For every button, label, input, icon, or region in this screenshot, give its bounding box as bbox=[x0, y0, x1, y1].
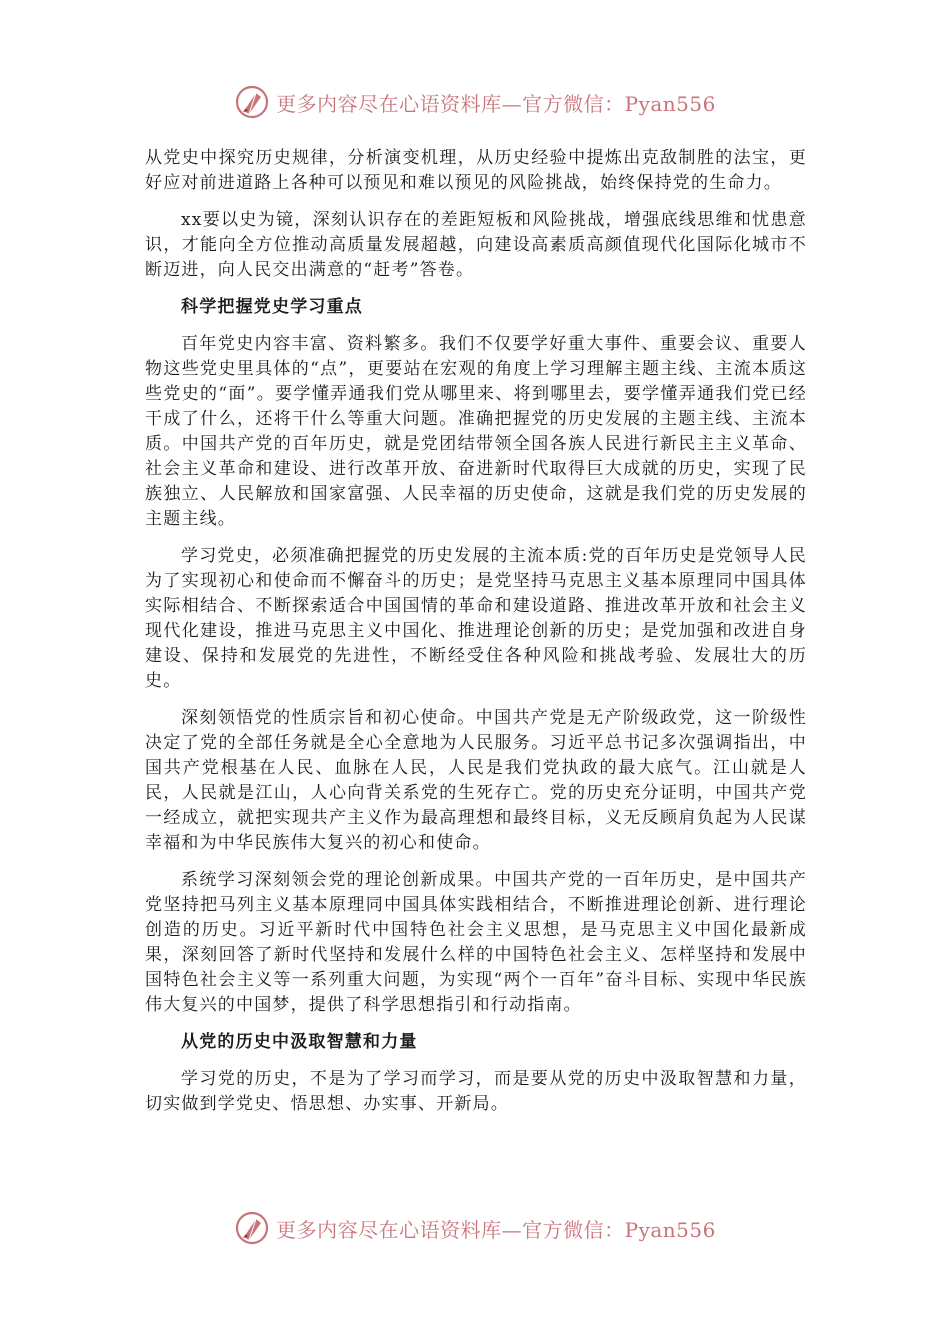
footer-banner bbox=[0, 1208, 950, 1248]
pen-nib-logo-icon bbox=[234, 1210, 270, 1246]
paragraph-5: 深刻领悟党的性质宗旨和初心使命。中国共产党是无产阶级政党，这一阶级性决定了党的全部任务就是全心全意地为人民服务。习近平总书记多次强调指出，中国共产党根基在人民、血脉在人民，人民是我们党执政的最大底气。江山就是人民，人民就是江山，人心向背关系党的生死存亡。党的历史充分证明，中国共产党一经成立，就把实现共产主义作为最高理想和最终目标，义无反顾肩负起为人民谋幸福和为中华民族伟大复兴的初心和使命。 bbox=[145, 708, 807, 853]
paragraph-2: xx要以史为镜，深刻认识存在的差距短板和风险挑战，增强底线思维和忧患意识，才能向全方位推动高质量发展超越，向建设高素质高颜值现代化国际化城市不断迈进，向人民交出满意的“赶考”答卷。 bbox=[145, 210, 807, 280]
header-banner-text: 更多内容尽在心语资料库—官方微信：Pyan556 bbox=[276, 91, 716, 116]
paragraph-6: 系统学习深刻领会党的理论创新成果。中国共产党的一百年历史，是中国共产党坚持把马列主义基本原理同中国具体实践相结合，不断推进理论创新、进行理论创造的历史。习近平新时代中国特色社会主义思想，是马克思主义中国化最新成果，深刻回答了新时代坚持和发展什么样的中国特色社会主义、怎样坚持和发展中国特色社会主义等一系列重大问题，为实现“两个一百年”奋斗目标、实现中华民族伟大复兴的中国梦，提供了科学思想指引和行动指南。 bbox=[145, 870, 807, 1015]
paragraph-7: 学习党的历史，不是为了学习而学习，而是要从党的历史中汲取智慧和力量，切实做到学党史、悟思想、办实事、开新局。 bbox=[145, 1069, 807, 1114]
section-heading-1: 科学把握党史学习重点 bbox=[181, 297, 363, 317]
paragraph-4: 学习党史，必须准确把握党的历史发展的主流本质:党的百年历史是党领导人民为了实现初心和使命而不懈奋斗的历史；是党坚持马克思主义基本原理同中国具体实际相结合、不断探索适合中国国情的革命和建设道路、推进改革开放和社会主义现代化建设，推进马克思主义中国化、推进理论创新的历史；是党加强和改进自身建设、保持和发展党的先进性，不断经受住各种风险和挑战考验、发展壮大的历史。 bbox=[145, 546, 807, 691]
paragraph-1: 从党史中探究历史规律，分析演变机理，从历史经验中提炼出克敌制胜的法宝，更好应对前进道路上各种可以预见和难以预见的风险挑战，始终保持党的生命力。 bbox=[145, 148, 807, 193]
section-heading-2: 从党的历史中汲取智慧和力量 bbox=[181, 1032, 418, 1052]
pen-nib-logo-icon bbox=[234, 84, 270, 120]
footer-banner-text: 更多内容尽在心语资料库—官方微信：Pyan556 bbox=[276, 1217, 716, 1242]
header-banner bbox=[0, 82, 950, 122]
paragraph-3: 百年党史内容丰富、资料繁多。我们不仅要学好重大事件、重要会议、重要人物这些党史里具体的“点”，更要站在宏观的角度上学习理解主题主线、主流本质这些党史的“面”。要学懂弄通我们党从哪里来、将到哪里去，要学懂弄通我们党已经干成了什么，还将干什么等重大问题。准确把握党的历史发展的主题主线、主流本质。中国共产党的百年历史，就是党团结带领全国各族人民进行新民主主义革命、社会主义革命和建设、进行改革开放、奋进新时代取得巨大成就的历史，实现了民族独立、人民解放和国家富强、人民幸福的历史使命，这就是我们党的历史发展的主题主线。 bbox=[145, 334, 807, 529]
document-body bbox=[145, 146, 807, 1129]
